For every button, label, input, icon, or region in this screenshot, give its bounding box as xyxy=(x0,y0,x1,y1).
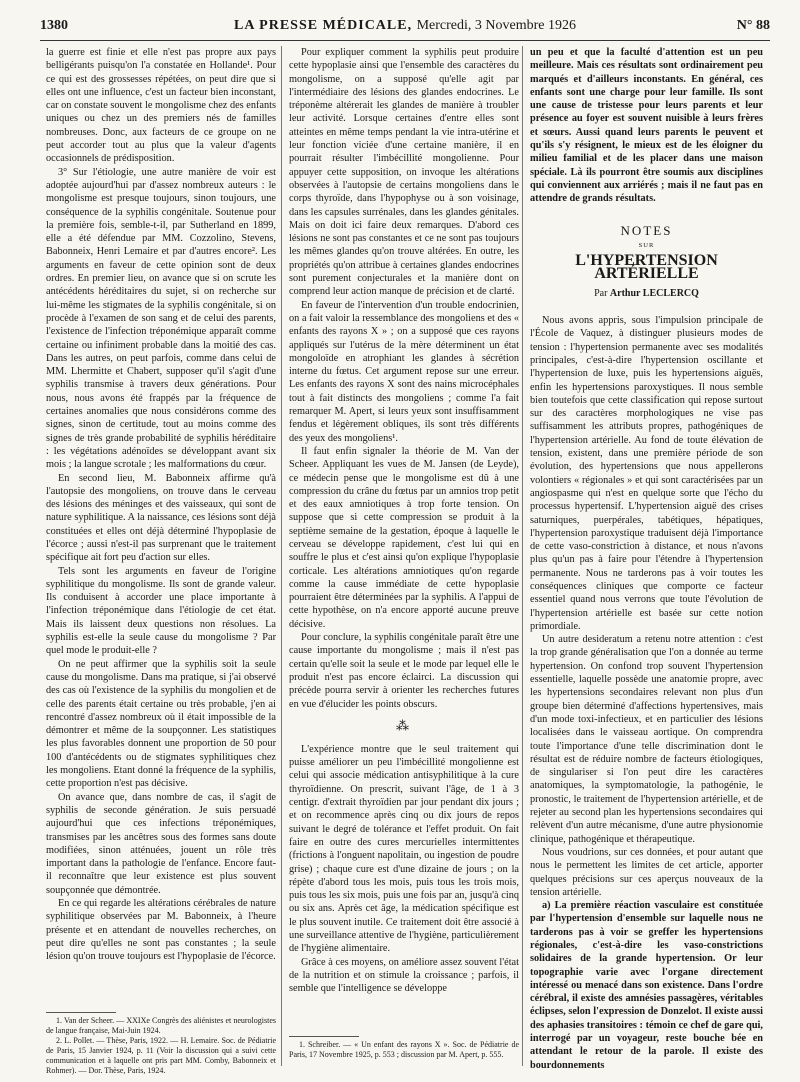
paragraph: En second lieu, M. Babonneix affirme qu'à l'autopsie des mongoliens, on trouve dans le cerveau des lésions des méninges et des vaisseaux, qui sont de nature syphilitique. A la naissance, ces lésions sont déjà constituées et elles ont déjà déterminé l'hypoplasie de l'écorce ; aussi n'est-il pas surprenant que le traitement spécifique ait fort peu d'action sur elles. xyxy=(46,472,276,564)
paragraph: Pour conclure, la syphilis congénitale paraît être une cause importante du mongolisme ; mais il n'est pas certain qu'elle soit la seule et le mode par lequel elle le produit n'est pas encore éclairci. La discussion qui précède pourra servir à orienter les recherches futures en vue d'élucider les points obscurs. xyxy=(289,632,519,710)
issue-date: Mercredi, 3 Novembre 1926 xyxy=(416,18,576,33)
footnotes-column-1 xyxy=(46,1016,276,1076)
section-separator: ⁂ xyxy=(396,717,412,733)
paragraph: 3° Sur l'étiologie, une autre manière de voir est adoptée aujourd'hui par d'assez nombreux auteurs : le mongolisme est presque toujours, sinon toujours, une conséquence de la syphilis congénitale. Soutenue pour la première fois, semble-t-il, par Sutherland en 1899, elle a été défendue par MM. Cozzolino, Stevens, Babonneix, Henri Lemaire et par d'autres encore². Les arguments en faveur de cette opinion sont de deux ordres. En premier lieu, on avance que si on scrute les antécédents héréditaires du sujet, si on recherche sur lui-même les stigmates de la syphilis congénitale, si on procède à l'examen de son sang et de celui des parents, l'existence de l'infection tréponémique apparaît comme certaine ou infiniment probable dans la moitié des cas. Dans les autres, on peut parfois, comme dans celui de MM. Lhermitte et Chabert, supposer qu'il s'agit d'une syphilis transmise à travers deux générations. Pour nous, nous avons été frappés par la fréquence de certaines anomalies que nous considérons comme des signes, sinon de certitude, tout au moins comme des signes de très grande probabilité de syphilis héréditaire : les végétations adénoïdes se développant avant six mois ; la langue scrotale ; les malformations du cœur. xyxy=(46,166,276,471)
paragraph: a) La première réaction vasculaire est constituée par l'hypertension d'ensemble sur laquelle nous ne tarderons pas à voir se greffer les hypertensions régionales, c'est-à-dire les vaso-constrictions solidaires de la grande hypertension. Or leur topographie varie avec l'organe directement intéressé ou menacé dans son existence. Dans l'ordre cérébral, il existe des amnésies passagères, véritables éclipses, selon l'expression de Donzelot. Il existe aussi des aphasies transitoires : témoin ce chef de gare qui, interrogé par un voyageur, reste bouche bée en attendant le retour de la parole. Il existe des bourdonnements xyxy=(530,900,763,1071)
page-number: 1380 xyxy=(40,18,68,33)
column-2 xyxy=(289,46,519,995)
header-rule xyxy=(40,40,770,41)
footnote-rule xyxy=(46,1012,116,1013)
footnote: 1. Schreiber. — « Un enfant des rayons X ». Soc. de Pédiatrie de Paris, 17 Novembre 1925, p. 553 ; discussion par M. Apert, p. 555. xyxy=(289,1040,519,1059)
column-divider xyxy=(522,46,523,1066)
paragraph: L'expérience montre que le seul traitement qui puisse améliorer un peu l'imbécillité mongolienne est celui qui associe médication antisyphilitique à la cure thyroïdienne. On prescrit, suivant l'âge, de 1 à 3 centigr. d'extrait thyroïdien par jour pendant dix jours ; et on recommence après cinq ou dix jours de repos suivant le degré de tolérance et l'effet produit. On fait faire en outre des cures mercurielles intermittentes (frictions à l'onguent napolitain, ou ingestion de poudre grise) ; chaque cure est d'une dizaine de jours ; on la répète d'abord tous les mois, puis tous les trois mois, puis tous les six mois, puis une fois par an, jusqu'à cinq ou six ans. Après cet âge, la médication spécifique est le plus souvent inutile. Ce traitement doit être associé à une surveillance attentive de l'hygiène, particulièrement de l'hygiène alimentaire. xyxy=(289,743,520,955)
article-title: L'HYPERTENSION ARTÉRIELLE xyxy=(575,252,718,283)
section-notes-label: NOTES xyxy=(620,222,673,238)
column-1 xyxy=(46,46,276,963)
paragraph: Nous avons appris, sous l'impulsion principale de l'École de Vaquez, à distinguer plusieurs modes de tension : l'hypertension permanente avec ses modalités principales, c'est-à-dire l'hypertension oscillante et l'hypertension de luxe, puis les hypertensions aiguës, enfin les hypertensions paroxystiques. Il nous semble bien toutefois que cette classification qui repose surtout sur des caractères morphologiques ne vise pas suffisamment les attributs propres, pathogéniques de l'hypertension artérielle. Au fond de toute élévation de tension, existent, dans une première période de son évolution, des hypertensions que nous appellerons volontiers « régionales » et qui sont caractérisées par un angiospasme qui n'est en quelque sorte que l'écho du processus hypertensif. L'hypertension aiguë des crises saturniques, puerpérales, tabétiques, hépatiques, l'hypertension paroxystique traduisent déjà l'importance de cette vaso-constriction à distance, et nous n'avons plus qu'un pas à faire pour l'étendre à l'hypertension permanente. Nous ne tarderons pas à voir toutes les conséquences cliniques que comporte ce facteur essentiel quand nous verrons que toute l'évolution de l'hypertension artérielle est basée sur cette notion primordiale. xyxy=(530,315,763,632)
paragraph: On ne peut affirmer que la syphilis soit la seule cause du mongolisme. Dans ma pratique, si j'ai observé des cas où l'existence de la syphilis du mongolien et de celle des parents était certaine ou très probable, j'en ai rencontré d'assez nombreux où il était impossible de la démontrer et même de la soupçonner. Les statistiques les plus favorables donnent une proportion de 50 pour 100 d'antécédents ou de stigmates syphilitiques chez les mongoliens. Etant donné la fréquence de la syphilis, cette proportion n'est pas décisive. xyxy=(46,658,276,790)
issue-number: N° 88 xyxy=(736,18,770,33)
paragraph: En faveur de l'intervention d'un trouble endocrinien, on a fait valoir la ressemblance des mongoliens et des « enfants des rayons X » ; on a supposé que ces rayons appliqués sur l'utérus de la mère déterminent un état mongoloïde en atrophiant les glandes à sécrétion interne du fœtus. Cet argument repose sur une erreur. Les enfants des rayons X sont des nains microcéphales tout à fait distincts des mongoliens ; comme l'a fait remarquer M. Apert, si leurs yeux sont insuffisamment fendus et légèrement obliques, ils sont très différents des yeux des mongoliens¹. xyxy=(289,299,519,444)
paragraph: Tels sont les arguments en faveur de l'origine syphilitique du mongolisme. Ils sont de grande valeur. Ils conduisent à accorder une place importante à l'infection tréponémique dans l'étiologie de cet état. Mais ils laissent deux questions non résolues. La syphilis est-elle la seule cause du mongolisme ? Par quel mode le produit-elle ? xyxy=(46,565,276,657)
paragraph: Nous voudrions, sur ces données, et pour autant que nous le permettent les limites de cet article, apporter quelques précisions sur ces aperçus nouveaux de la tension artérielle. xyxy=(530,846,763,898)
paragraph: Pour expliquer comment la syphilis peut produire cette hypoplasie ainsi que l'ensemble des caractères du mongolisme, on a supposé qu'elle agit par l'intermédiaire des lésions des glandes endocrines. Le tréponème altérerait les glandes de manière à troubler leur activité. Lorsque certaines d'entre elles sont atteintes en même temps pendant la vie intra-utérine et leur fonction viciée d'une certaine manière, il en pourrait résulter l'imbécillité mongolienne. Pour appuyer cette supposition, on invoque les altérations observées à l'autopsie de certains mongoliens dans le corps thyroïde, dans l'hypophyse ou à son voisinage, dans les capsules surrénales, dans les glandes génitales. Mais on doit ici faire deux remarques. D'abord ces lésions ne sont pas constantes et ce ne sont pas toujours les mêmes glandes qu'on trouve altérées. En outre, les propriétés qu'on attribue à certaines glandes endocrines sont purement conjecturales et la manière dont on comprend leur action manque de précision et de clarté. xyxy=(289,47,519,298)
footnote: 1. Van der Scheer. — XXIXe Congrès des aliénistes et neurologistes de langue française, Mai-Juin 1924. xyxy=(46,1016,276,1035)
section-sur-label: SUR xyxy=(638,241,655,249)
journal-title: LA PRESSE MÉDICALE, Mercredi, 3 Novembre 1926 xyxy=(234,18,576,33)
paragraph: Il faut enfin signaler la théorie de M. Van der Scheer. Appliquant les vues de M. Jansen (de Leyde), ce médecin pense que le mongolisme est dû à une compression du crâne du fœtus par un amnios trop petit et des eaux amniotiques à trop forte tension. On suppose que si cette compression se produit à la septième semaine de la gestation, époque à laquelle le cerveau se développe rapidement, c'est lui qui en souffre le plus et c'est ainsi qu'on explique l'hypoplasie corticale. Les altérations amniotiques qu'on regarde comme la cause immédiate de cette hypoplasie pourraient être déterminées par la syphilis. A l'appui de cette hypothèse, on n'a encore apporté aucune preuve décisive. xyxy=(289,445,519,630)
paragraph: On avance que, dans nombre de cas, il s'agit de syphilis de seconde génération. Je suis persuadé aujourd'hui que ces infections tréponémiques, transmises par les ancêtres sous des formes sans doute modifiées, sinon atténuées, jouent un rôle très important dans la pathologie de l'enfance. Encore faut-il reconnaître que leur existence est plus souvent soupçonnée que démontrée. xyxy=(46,791,276,896)
footnote-rule xyxy=(289,1036,359,1037)
paragraph: En ce qui regarde les altérations cérébrales de nature syphilitique observées par M. Babonneix, à l'heure présente et en attendant de nouvelles recherches, on peut dire qu'elles ne sont pas constantes ; la seule lésion qu'on trouve toujours est l'hypoplasie de l'écorce. xyxy=(46,898,276,963)
paragraph: un peu et que la faculté d'attention est un peu meilleure. Mais ces résultats sont ordinairement peu marqués et d'ailleurs inconstants. En général, ces enfants sont une charge pour leur famille. Ils sont une cause de tristesse pour leurs parents et leur présence au foyer est souvent nuisible à leurs frères et sœurs. Aussi quand leurs parents le peuvent et qu'ils s'y résignent, le mieux est de les éloigner du milieu familial et de les placer dans une maison spéciale. Là ils pourront être soumis aux disciplines qui conviennent aux arriérés ; mais il ne faut pas en attendre de grands résultats. xyxy=(530,47,763,205)
footnote: 2. L. Pollet. — Thèse, Paris, 1922. — H. Lemaire. Soc. de Pédiatrie de Paris, 15 Janvier 1924, p. 11 (Voir la discussion qui a suivi cette communication et à laquelle ont pris part MM. Comby, Babonneix et Rohmer). — Dor. Thèse, Paris, 1924. xyxy=(46,1036,276,1075)
paragraph: la guerre est finie et elle n'est pas propre aux pays belligérants puisqu'on l'a constatée en Hollande¹. Pour ce qui est des grossesses répétées, on peut dire que si elles ont une influence, c'est un facteur bien inconstant, car on constate souvent le mongolisme chez des enfants uniques ou chez un des premiers nés de familles nombreuses. Donc, aux facteurs de ce groupe on ne peut accorder tout au plus que la valeur d'agents occasionnels de prédisposition. xyxy=(46,47,276,165)
column-divider xyxy=(281,46,282,1066)
paragraph: Un autre desideratum a retenu notre attention : c'est la trop grande généralisation que l'on a donnée au terme hypertension. On confond trop souvent l'hypertension essentielle, laquelle possède une anatomie propre, avec les hypertensions secondaires relevant non plus d'un groupe bien déterminé d'affections hypertensives, mais d'un mode toxi-infectieux, et en particulier des lésions localisées dans le vaisseau aortique. On comprendra toute l'importance d'une telle discrimination dont le résultat est de réduire nombre de facteurs étiologiques, de singulariser si l'on peut dire les caractères anatomiques, la symptomatologie, la pathogénie, le pronostic, le traitement de l'hypertension artérielle, et de rejeter au second plan les hypertensions secondaires qui relèvent d'un autre mécanisme, d'une autre physionomie clinique, pathogénique et thérapeutique. xyxy=(530,634,763,845)
footnotes-column-2 xyxy=(289,1040,519,1060)
article-author: Par Arthur LECLERCQ xyxy=(594,287,699,299)
running-header xyxy=(40,18,770,38)
paragraph: Grâce à ces moyens, on améliore assez souvent l'état de la nutrition et on stimule la croissance ; parfois, il semble que l'intelligence se développe xyxy=(289,956,519,995)
column-3 xyxy=(530,46,763,1072)
